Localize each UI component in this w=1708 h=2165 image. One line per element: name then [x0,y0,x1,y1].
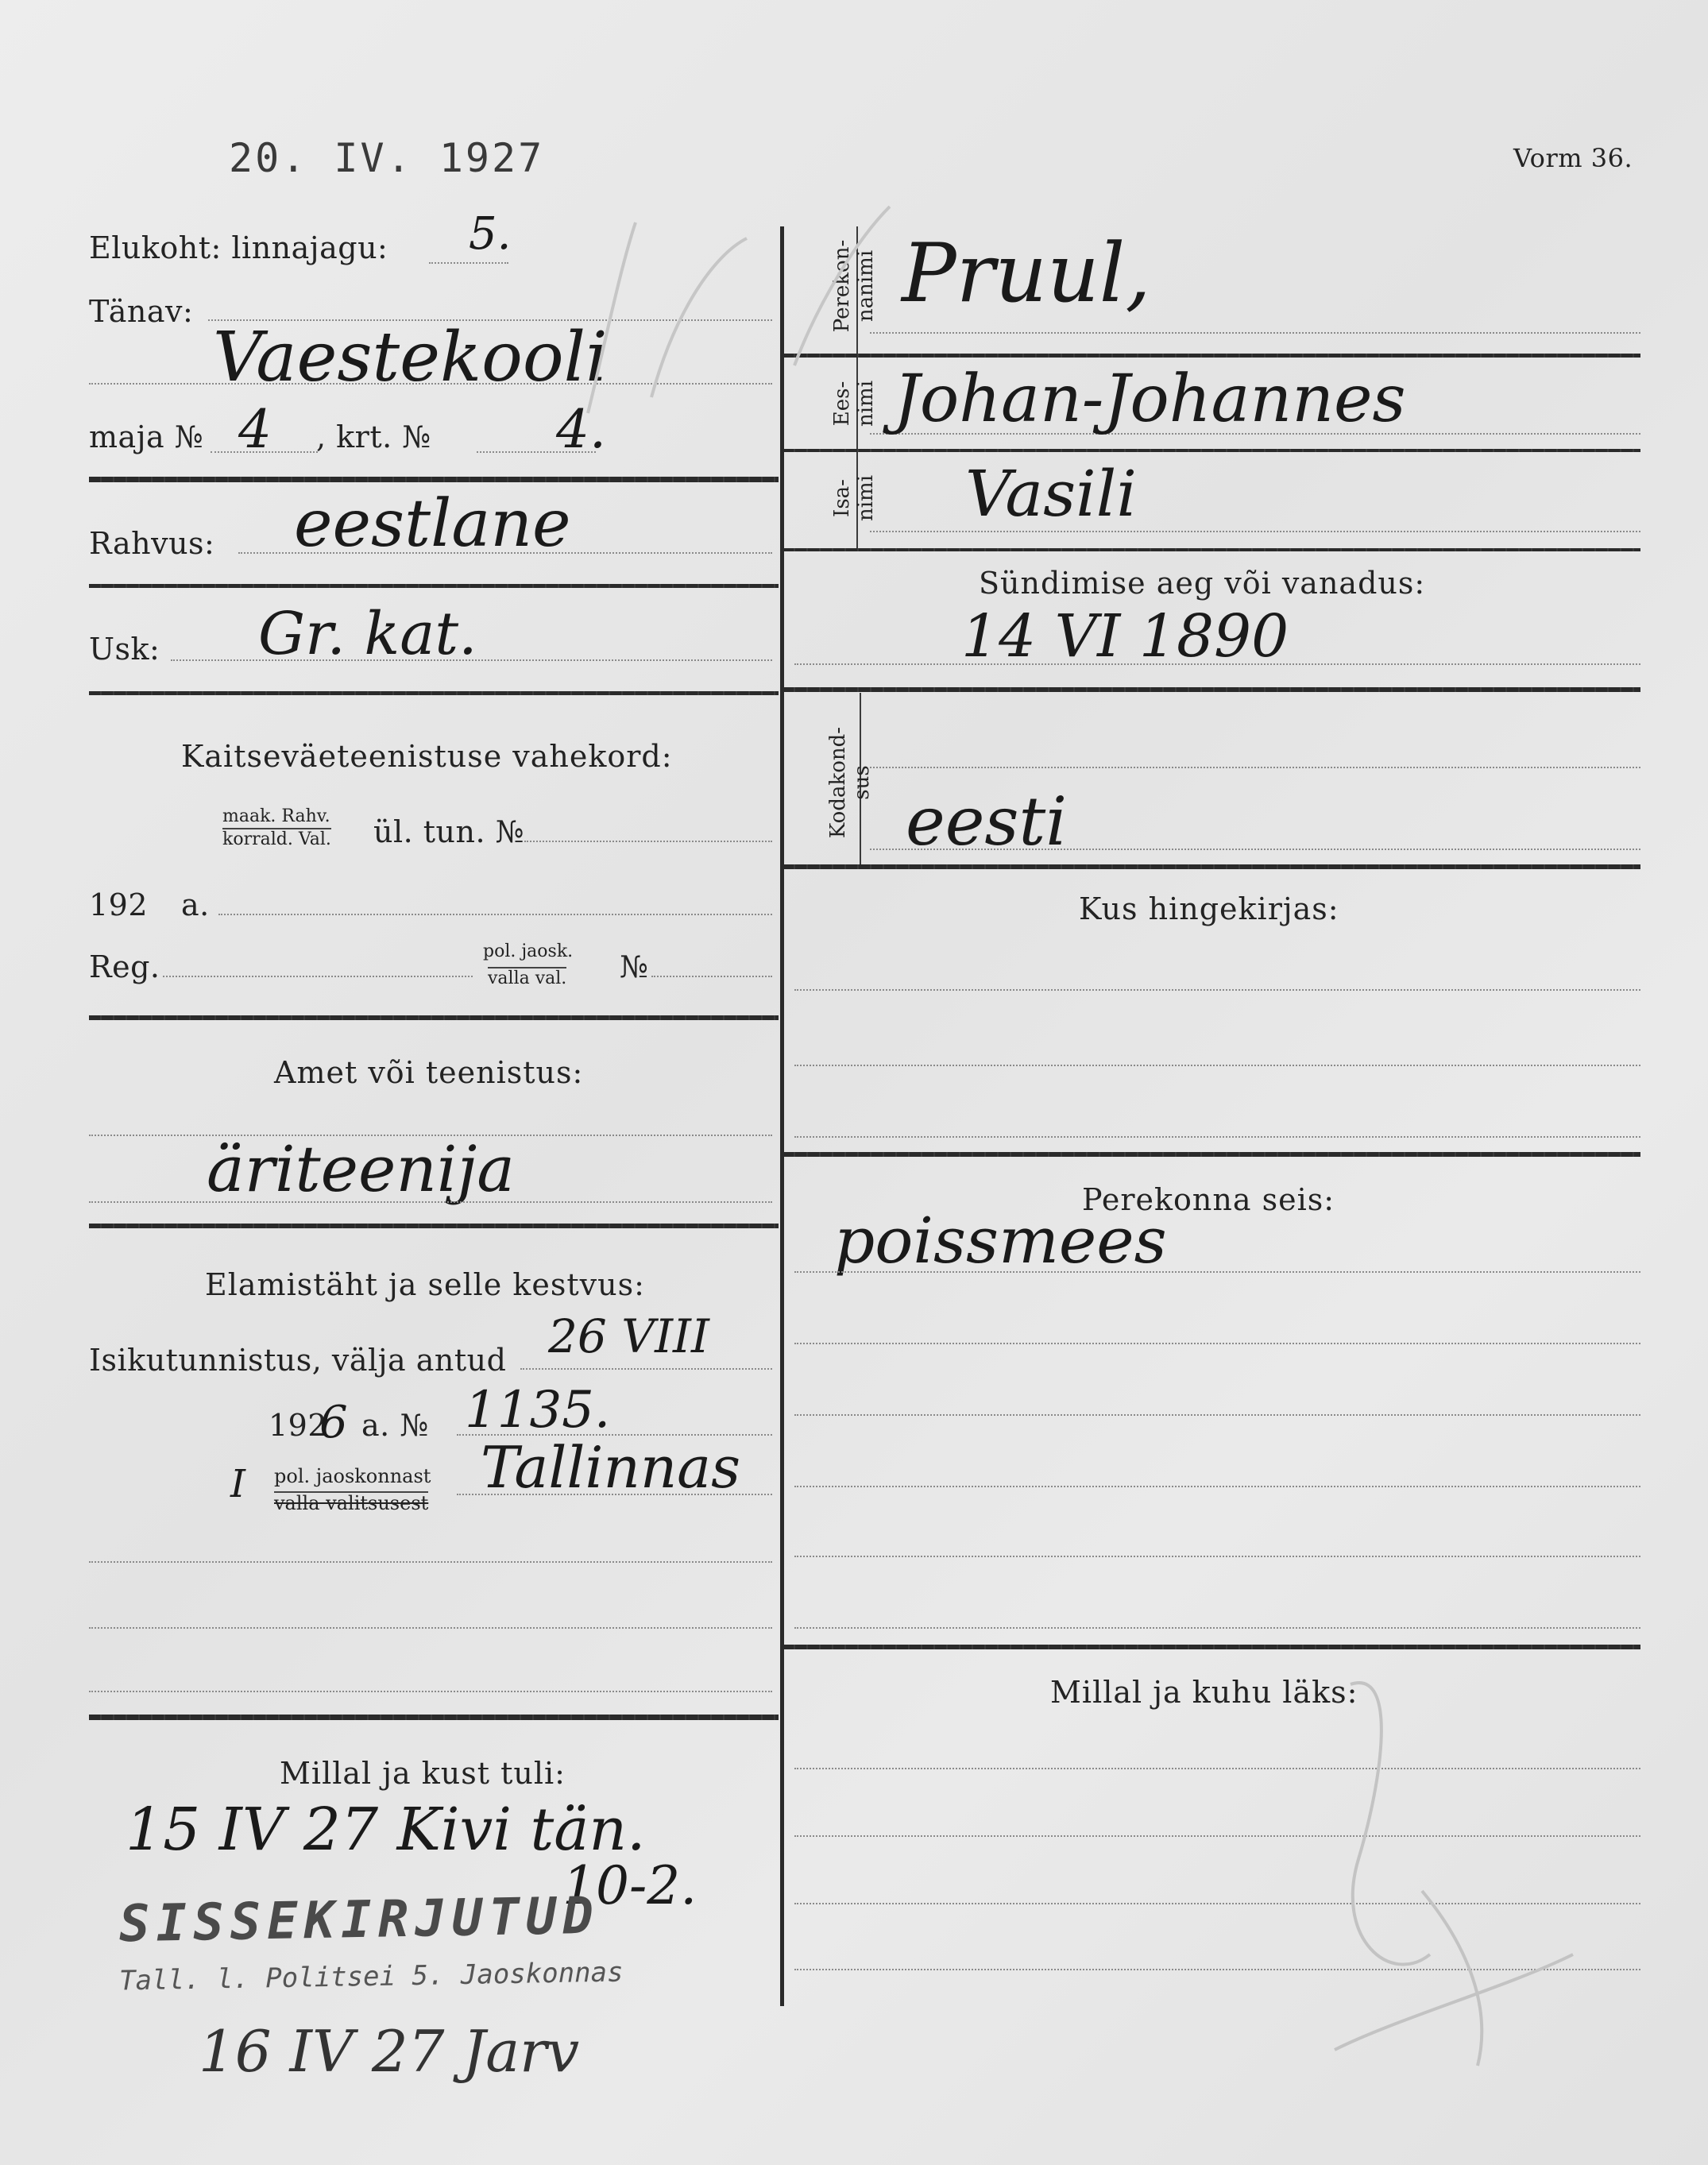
date-stamp: 20. IV. 1927 [229,135,545,181]
sund-heading: Sündimise aeg või vanadus: [979,566,1426,601]
amet-heading: Amet või teenistus: [274,1055,584,1090]
center-divider [780,226,784,2006]
millal-laks-heading: Millal ja kuhu läks: [1050,1675,1358,1710]
eesnimi-label: Ees- nimi [830,380,878,427]
jaosk-value: Tallinnas [481,1434,741,1501]
elamis-heading: Elamistäht ja selle kestvus: [205,1267,645,1302]
kodakondsus-value: eesti [906,783,1068,860]
jaosk-line1: pol. jaoskonnast [274,1465,431,1487]
isik-label: Isikutunnistus, välja antud [89,1343,507,1378]
ul-tun-label: ül. tun. № [373,814,525,849]
kodakondsus-label: Kodakond- sus [826,726,874,839]
perekonnanimi-value: Pruul, [902,226,1151,321]
usk-value: Gr. kat. [258,600,477,668]
millal-tuli-heading: Millal ja kust tuli: [280,1756,566,1791]
isik-a-no: a. № [361,1408,429,1443]
jaosk-mark: I [230,1462,245,1506]
reg-label: Reg. [89,949,160,984]
maak-line2: korrald. Val. [222,829,331,849]
perekonna-heading: Perekonna seis: [1082,1182,1335,1217]
pencil-mark-bottom [1303,1653,1605,2097]
tuli-line1: 15 IV 27 Kivi tän. [126,1796,646,1864]
hingekiri-heading: Kus hingekirjas: [1079,891,1339,926]
rahvus-value: eestlane [294,486,571,562]
maak-line1: maak. Rahv. [222,806,330,826]
pol-line2: valla val. [488,968,567,988]
tanav-value: Vaestekooli [213,318,608,397]
tuli-line2: 10-2. [562,1855,697,1916]
perekonnanimi-label: Perekon- nanimi [830,239,878,333]
year-suffix: a. [181,887,210,922]
krt-value: 4. [556,399,606,460]
stamp-subtitle: Tall. l. Politsei 5. Jaoskonnas [118,1956,624,1997]
reg-no: № [620,949,649,984]
rahvus-label: Rahvus: [89,526,215,561]
eesnimi-value: Johan-Johannes [894,361,1406,437]
isik-year-digit: 6 [319,1397,348,1448]
perekonna-value: poissmees [834,1204,1167,1278]
kaitse-heading: Kaitseväeteenistuse vahekord: [181,739,673,774]
tanav-label: Tänav: [89,294,194,329]
isanimi-label: Isa- nimi [830,474,878,522]
jaosk-line2: valla valitsusest [274,1492,429,1514]
usk-label: Usk: [89,632,160,667]
maja-value: 4 [238,399,272,460]
isik-date: 26 VIII [548,1309,709,1363]
sund-value: 14 VI 1890 [961,602,1289,671]
pencil-mark-top [556,191,922,429]
isik-year-prefix: 192 [269,1408,328,1443]
isanimi-value: Vasili [965,457,1137,531]
maja-label: maja № [89,419,204,454]
elukoht-value: 5. [469,208,512,260]
stamp-signature: 16 IV 27 Jarv [199,2018,580,2085]
krt-label: , krt. № [316,419,431,454]
pol-line1: pol. jaosk. [483,941,574,961]
year-prefix: 192 [89,887,149,922]
amet-value: äriteenija [207,1132,515,1206]
elukoht-label: Elukoht: linnajagu: [89,230,388,265]
isik-number: 1135. [465,1381,611,1440]
sissekirjutud-stamp: SISSEKIRJUTUD [118,1886,601,1954]
form-number: Vorm 36. [1513,143,1633,173]
